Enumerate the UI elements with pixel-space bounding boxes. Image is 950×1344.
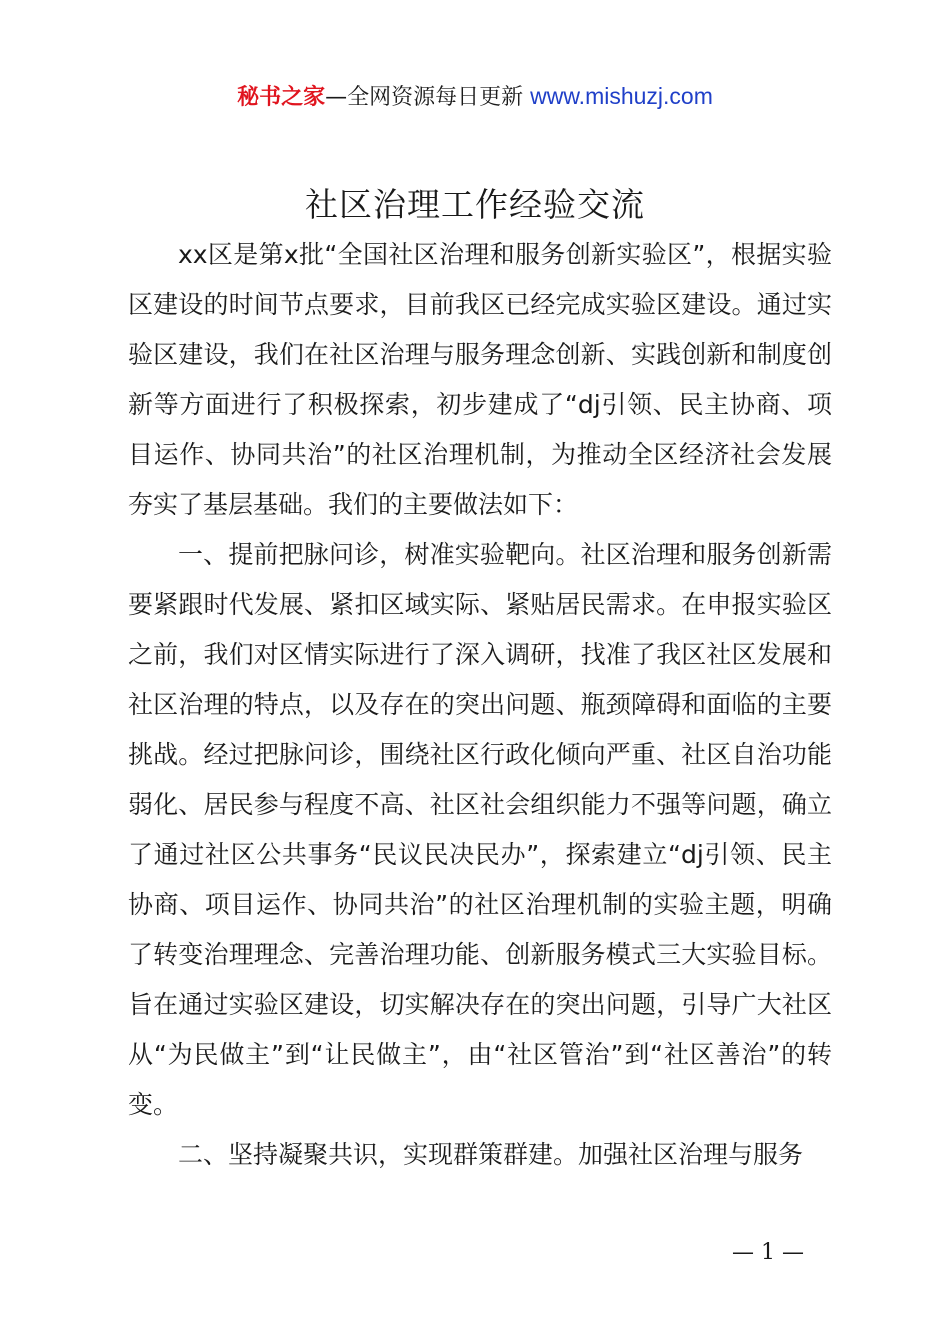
document-body <box>128 230 832 1180</box>
paragraph-intro: xx区是第x批“全国社区治理和服务创新实验区”，根据实验区建设的时间节点要求，目前我区已经完成实验区建设。通过实验区建设，我们在社区治理与服务理念创新、实践创新和制度创新等方面进行了积极探索，初步建成了“dj引领、民主协商、项目运作、协同共治”的社区治理机制，为推动全区经济社会发展夯实了基层基础。我们的主要做法如下： <box>128 240 832 519</box>
paragraph-section-two: 二、坚持凝聚共识，实现群策群建。加强社区治理与服务 <box>178 1140 804 1169</box>
paragraph-section-one: 一、提前把脉问诊，树准实验靶向。社区治理和服务创新需要紧跟时代发展、紧扣区域实际、紧贴居民需求。在申报实验区之前，我们对区情实际进行了深入调研，找准了我区社区发展和社区治理的特点，以及存在的突出问题、瓶颈障碍和面临的主要挑战。经过把脉问诊，围绕社区行政化倾向严重、社区自治功能弱化、居民参与程度不高、社区社会组织能力不强等问题，确立了通过社区公共事务“民议民决民办”，探索建立“dj引领、民主协商、项目运作、协同共治”的社区治理机制的实验主题，明确了转变治理理念、完善治理功能、创新服务模式三大实验目标。旨在通过实验区建设，切实解决存在的突出问题，引导广大社区从“为民做主”到“让民做主”，由“社区管治”到“社区善治”的转变。 <box>128 540 832 1119</box>
site-header <box>0 80 950 114</box>
page-number: — 1 — <box>732 1240 804 1265</box>
header-tagline: —全网资源每日更新 <box>325 85 531 110</box>
site-url-link[interactable]: www.mishuzj.com <box>530 83 713 109</box>
document-title: 社区治理工作经验交流 <box>305 185 645 224</box>
brand-name: 秘书之家 <box>237 85 326 110</box>
